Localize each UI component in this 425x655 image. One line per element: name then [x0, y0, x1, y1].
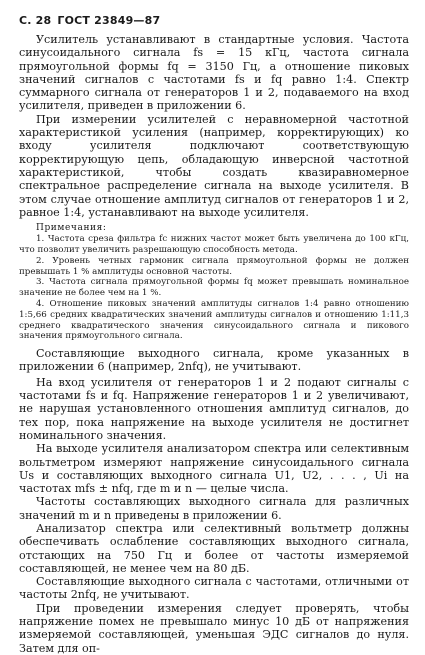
- paragraph-nonuniform-response: При измерении усилителей с неравномерной частотной характеристикой усиления (например, корректирующих) ко входу усилителя подключают соответствующую корректирующую цепь, обладающую инверсной частотной характеристикой, чтобы создать квазиравномерное спектральное распределение сигнала на выходе усилителя. В этом случае отношение амплитуд сигналов от генераторов 1 и 2, равное 1:4, устанавливают на выходе усилителя.: [19, 112, 409, 219]
- note-item: 2. Уровень четных гармоник сигнала прямоугольной формы не должен превышать 1 % амплитуды основной частоты.: [19, 255, 409, 277]
- notes-title: Примечания:: [36, 223, 107, 234]
- page-number: С. 28: [19, 14, 52, 27]
- page-header: [19, 14, 409, 27]
- paragraph-frequencies: Частоты составляющих выходного сигнала для различных значений m и n приведены в приложении 6.: [19, 495, 409, 522]
- paragraph-noise-check: При проведении измерения следует проверять, чтобы напряжение помех не превышало минус 10 дБ от напряжения измеряемой составляющей, уменьшая ЭДС сигналов до нуля. Затем для оп-: [19, 601, 409, 655]
- paragraph-amplifier-setup: Усилитель устанавливают в стандартные условия. Частота синусоидального сигнала fs = 15 кГц, частота сигнала прямоугольной формы fq = 3150 Гц, а отношение пиковых значений сигналов с частотами fs и fq равно 1:4. Спектр суммарного сигнала от генераторов 1 и 2, подаваемого на вход усилителя, приведен в приложении 6.: [19, 33, 409, 113]
- notes-section: [19, 223, 409, 342]
- paragraph-ignored-components: Составляющие выходного сигнала с частотами, отличными от частоты 2nfq, не учитывают.: [19, 575, 409, 602]
- document-page: [19, 14, 409, 655]
- note-item: 1. Частота среза фильтра fс нижних частот может быть увеличена до 100 кГц, что позволит увеличить разрешающую способность метода.: [19, 234, 409, 255]
- note-item: 3. Частота сигнала прямоугольной формы fq может превышать номинальное значение не более чем на 1 %.: [19, 277, 409, 299]
- paragraph-output-components: Составляющие выходного сигнала, кроме указанных в приложении 6 (например, 2nfq), не учитывают.: [19, 347, 409, 374]
- paragraph-measurement: На выходе усилителя анализатором спектра или селективным вольтметром измеряют напряжение синусоидального сигнала Us и составляющих выходного сигнала U1, U2, . . . , Ui на частотах mfs ± nfq, где m и n — целые числа.: [19, 442, 409, 496]
- paragraph-input-signals: На вход усилителя от генераторов 1 и 2 подают сигналы с частотами fs и fq. Напряжение генераторов 1 и 2 увеличивают, не нарушая установленного отношения амплитуд сигналов, до тех пор, пока напряжение на выходе усилителя не достигнет номинального значения.: [19, 375, 409, 442]
- note-item: 4. Отношение пиковых значений амплитуды сигналов 1:4 равно отношению 1:5,66 средних квадратических значений амплитуды сигналов и отношению 1:11,3 среднего квадратического значения синусоидального сигнала и пикового значения прямоугольного сигнала.: [19, 298, 409, 342]
- standard-number: ГОСТ 23849—87: [57, 14, 161, 27]
- paragraph-analyzer-requirements: Анализатор спектра или селективный вольтметр должны обеспечивать ослабление составляющих выходного сигнала, отстающих на 750 Гц и более от частоты измеряемой составляющей, не менее чем на 80 дБ.: [19, 521, 409, 575]
